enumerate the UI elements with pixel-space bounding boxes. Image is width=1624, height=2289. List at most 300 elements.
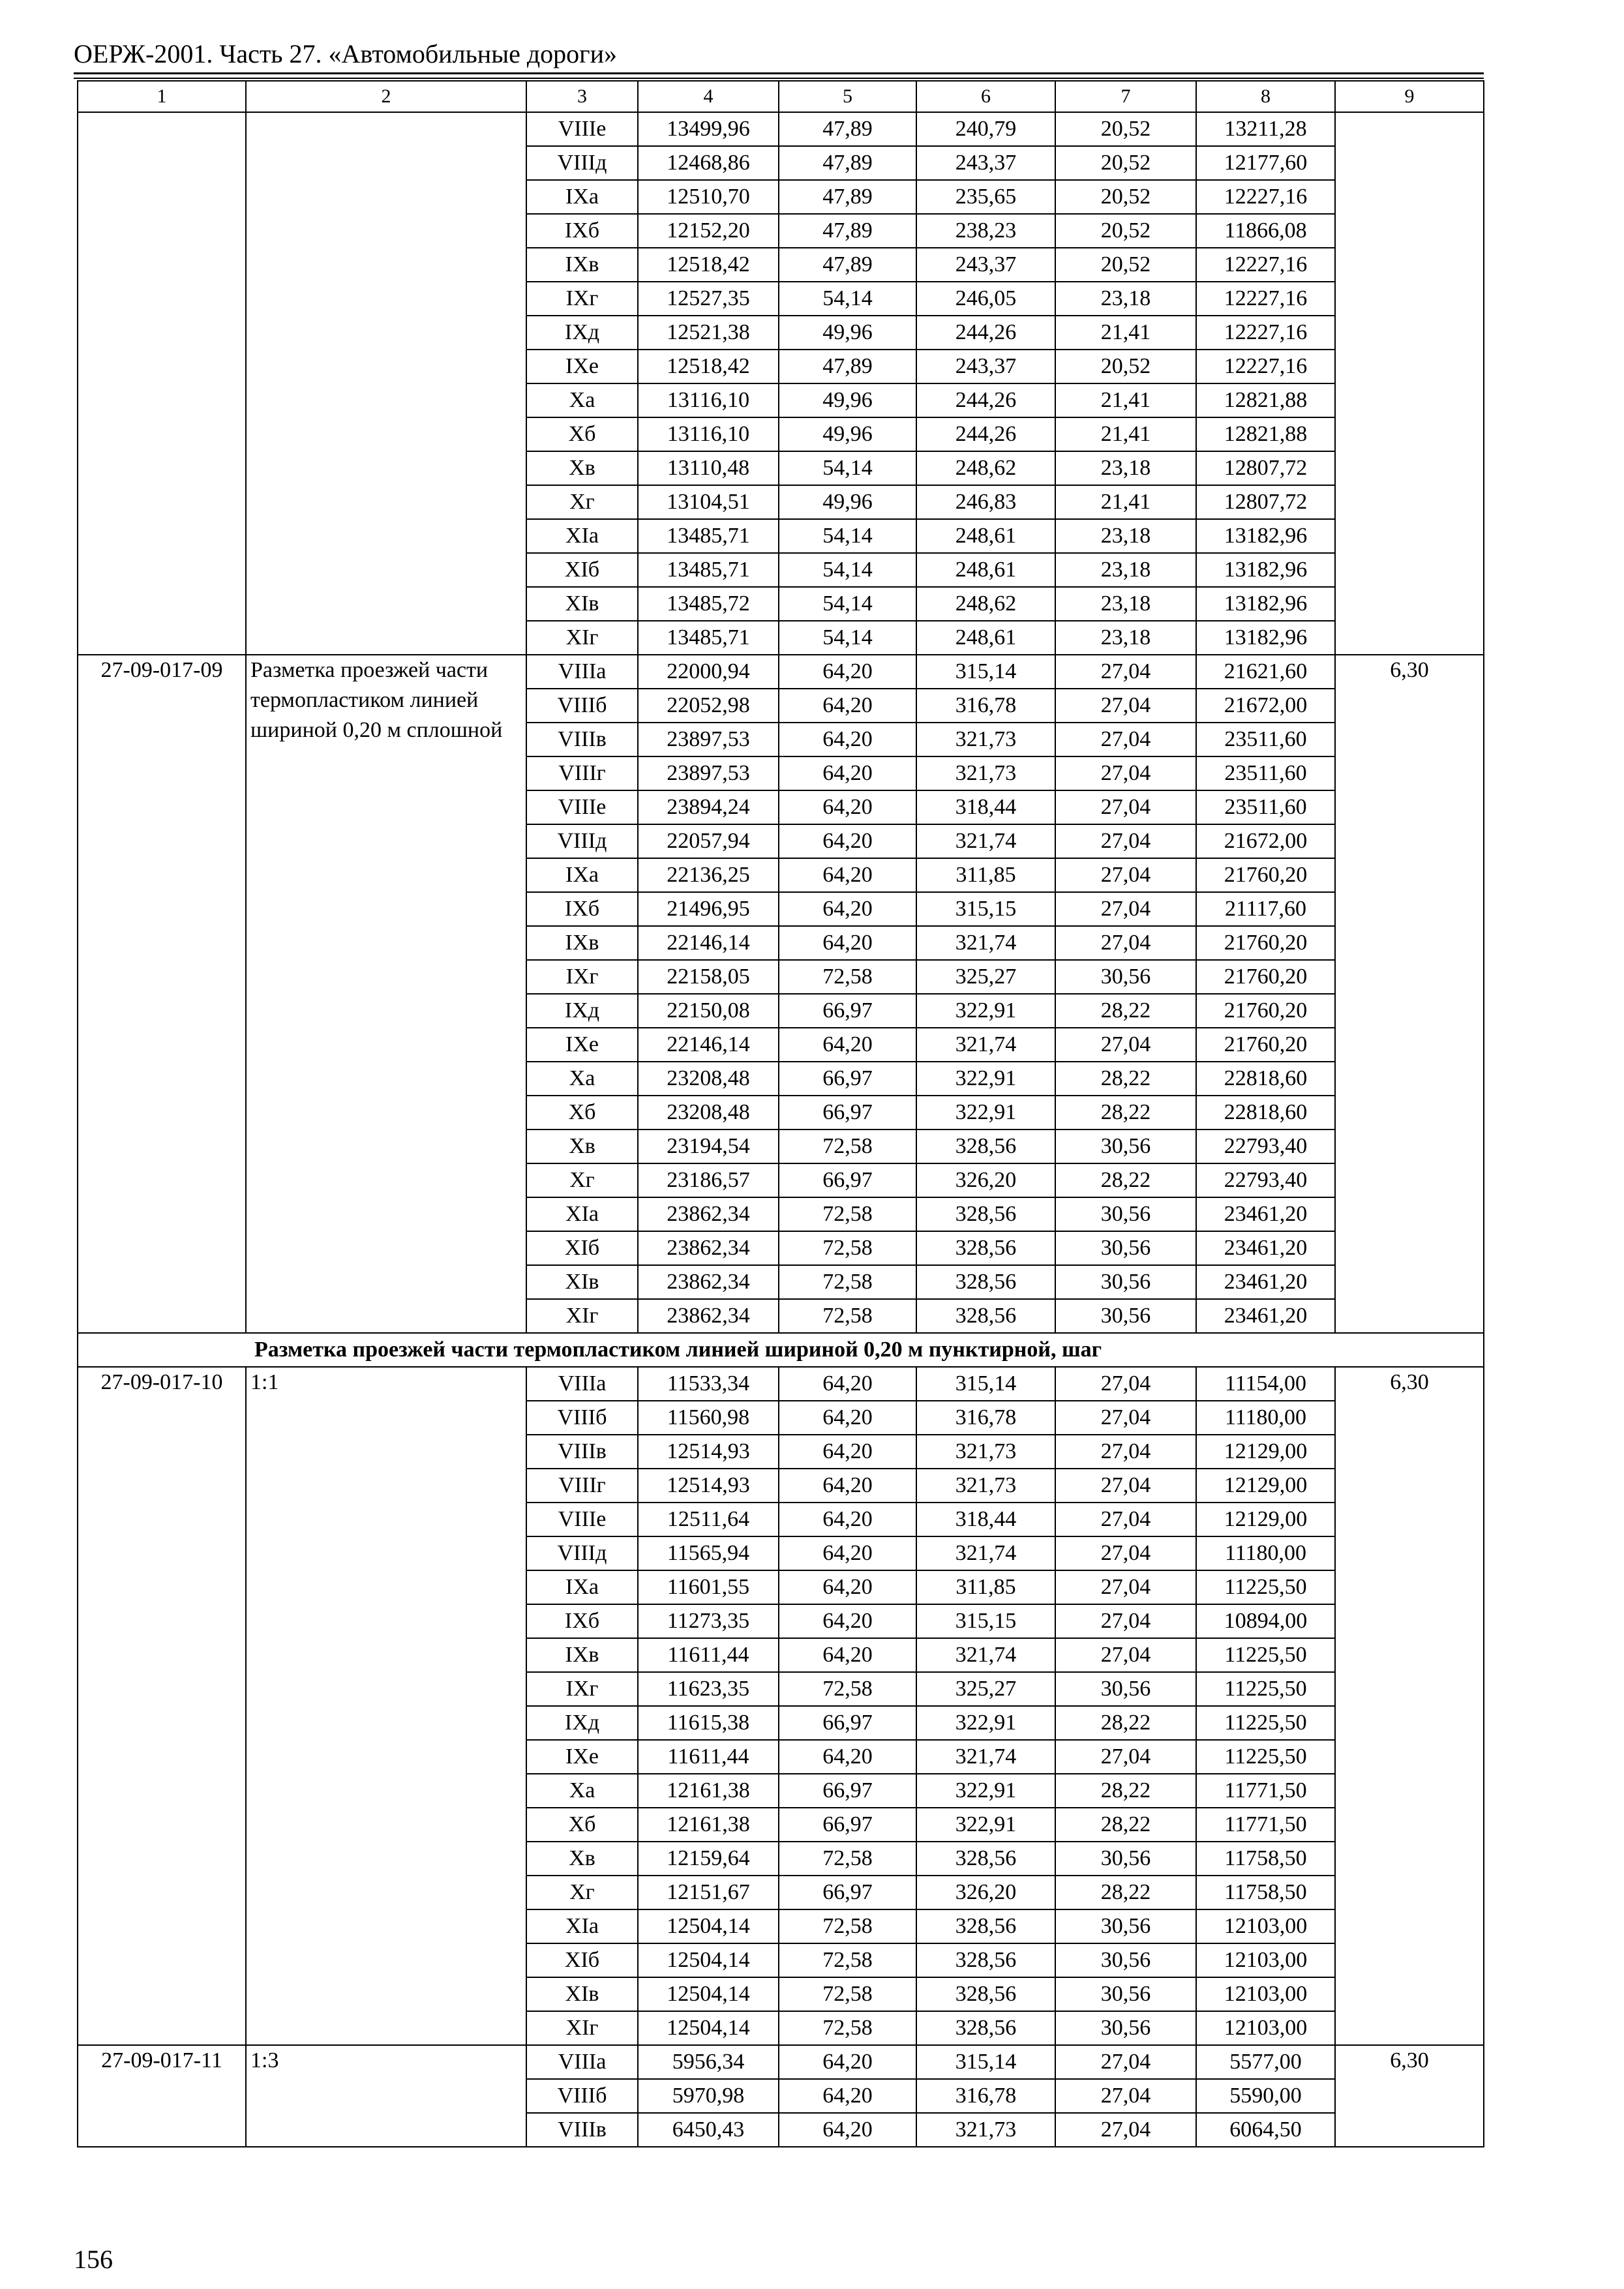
column-number-row [78, 81, 1484, 112]
value-col8: 12177,60 [1196, 146, 1335, 180]
value-col7: 28,22 [1055, 1062, 1196, 1096]
value-col6: 321,74 [916, 1536, 1055, 1570]
page-number: 156 [74, 2245, 113, 2274]
category-cell: XIб [526, 553, 638, 587]
category-cell: Xб [526, 1096, 638, 1130]
value-col7: 27,04 [1055, 1367, 1196, 1401]
value-col7: 27,04 [1055, 1469, 1196, 1503]
norm-cell: 6,30 [1335, 1367, 1484, 2045]
value-col7: 30,56 [1055, 1197, 1196, 1231]
category-cell: Xб [526, 1808, 638, 1842]
value-col5: 47,89 [779, 146, 916, 180]
value-col4: 12504,14 [638, 1977, 779, 2011]
value-col4: 13499,96 [638, 112, 779, 146]
category-cell: VIIIа [526, 2045, 638, 2079]
value-col7: 27,04 [1055, 1536, 1196, 1570]
value-col4: 22146,14 [638, 1028, 779, 1062]
value-col5: 47,89 [779, 350, 916, 383]
category-cell: Xа [526, 1774, 638, 1808]
table-body [78, 81, 1484, 2147]
value-col8: 11758,50 [1196, 1876, 1335, 1909]
value-col5: 64,20 [779, 1604, 916, 1638]
value-col4: 11601,55 [638, 1570, 779, 1604]
value-col5: 64,20 [779, 1503, 916, 1536]
value-col4: 23894,24 [638, 790, 779, 824]
value-col4: 12518,42 [638, 350, 779, 383]
value-col6: 326,20 [916, 1163, 1055, 1197]
value-col5: 49,96 [779, 417, 916, 451]
category-cell: VIIIв [526, 723, 638, 756]
value-col6: 244,26 [916, 383, 1055, 417]
value-col8: 11225,50 [1196, 1570, 1335, 1604]
value-col8: 22818,60 [1196, 1062, 1335, 1096]
value-col4: 11623,35 [638, 1672, 779, 1706]
value-col7: 28,22 [1055, 1163, 1196, 1197]
value-col4: 21496,95 [638, 892, 779, 926]
value-col6: 248,61 [916, 621, 1055, 655]
category-cell: XIб [526, 1943, 638, 1977]
category-cell: XIа [526, 519, 638, 553]
value-col8: 11180,00 [1196, 1536, 1335, 1570]
value-col6: 318,44 [916, 790, 1055, 824]
value-col5: 54,14 [779, 553, 916, 587]
value-col6: 315,14 [916, 1367, 1055, 1401]
value-col8: 23461,20 [1196, 1231, 1335, 1265]
category-cell: VIIIб [526, 1401, 638, 1435]
value-col7: 27,04 [1055, 689, 1196, 723]
value-col6: 244,26 [916, 417, 1055, 451]
value-col6: 316,78 [916, 2079, 1055, 2113]
value-col8: 10894,00 [1196, 1604, 1335, 1638]
category-cell: Xг [526, 1876, 638, 1909]
value-col6: 328,56 [916, 2011, 1055, 2045]
value-col8: 13182,96 [1196, 553, 1335, 587]
value-col5: 54,14 [779, 587, 916, 621]
value-col7: 20,52 [1055, 248, 1196, 282]
value-col5: 64,20 [779, 655, 916, 689]
category-cell: IXв [526, 926, 638, 960]
value-col6: 328,56 [916, 1299, 1055, 1333]
category-cell: IXд [526, 994, 638, 1028]
category-cell: XIв [526, 1977, 638, 2011]
value-col4: 12161,38 [638, 1808, 779, 1842]
value-col8: 22793,40 [1196, 1130, 1335, 1163]
value-col6: 325,27 [916, 1672, 1055, 1706]
value-col5: 64,20 [779, 1638, 916, 1672]
category-cell: IXа [526, 858, 638, 892]
value-col6: 328,56 [916, 1130, 1055, 1163]
value-col4: 13485,71 [638, 621, 779, 655]
value-col7: 23,18 [1055, 519, 1196, 553]
value-col4: 13110,48 [638, 451, 779, 485]
category-cell: Xв [526, 1130, 638, 1163]
norm-cell-empty [1335, 112, 1484, 655]
value-col4: 23862,34 [638, 1299, 779, 1333]
value-col8: 12227,16 [1196, 282, 1335, 316]
value-col8: 12129,00 [1196, 1503, 1335, 1536]
value-col8: 13182,96 [1196, 519, 1335, 553]
value-col4: 23186,57 [638, 1163, 779, 1197]
column-number: 6 [916, 81, 1055, 112]
value-col7: 30,56 [1055, 2011, 1196, 2045]
value-col5: 66,97 [779, 1876, 916, 1909]
value-col8: 23511,60 [1196, 723, 1335, 756]
value-col4: 5956,34 [638, 2045, 779, 2079]
value-col5: 72,58 [779, 1943, 916, 1977]
value-col7: 20,52 [1055, 180, 1196, 214]
value-col4: 12510,70 [638, 180, 779, 214]
category-cell: IXг [526, 1672, 638, 1706]
value-col7: 30,56 [1055, 1909, 1196, 1943]
value-col6: 315,14 [916, 655, 1055, 689]
value-col8: 23511,60 [1196, 756, 1335, 790]
value-col7: 27,04 [1055, 1570, 1196, 1604]
value-col4: 12518,42 [638, 248, 779, 282]
value-col4: 22158,05 [638, 960, 779, 994]
value-col4: 23897,53 [638, 756, 779, 790]
value-col7: 23,18 [1055, 282, 1196, 316]
value-col8: 13211,28 [1196, 112, 1335, 146]
value-col6: 316,78 [916, 689, 1055, 723]
value-col7: 30,56 [1055, 1842, 1196, 1876]
value-col5: 64,20 [779, 2113, 916, 2147]
value-col8: 11771,50 [1196, 1774, 1335, 1808]
category-cell: Xг [526, 1163, 638, 1197]
value-col5: 64,20 [779, 790, 916, 824]
code-cell-empty [78, 112, 246, 655]
value-col8: 12103,00 [1196, 1977, 1335, 2011]
value-col6: 238,23 [916, 214, 1055, 248]
category-cell: VIIIе [526, 790, 638, 824]
value-col8: 11154,00 [1196, 1367, 1335, 1401]
value-col5: 66,97 [779, 1774, 916, 1808]
value-col5: 49,96 [779, 485, 916, 519]
category-cell: XIа [526, 1197, 638, 1231]
value-col5: 64,20 [779, 1435, 916, 1469]
value-col8: 12103,00 [1196, 2011, 1335, 2045]
value-col5: 66,97 [779, 1706, 916, 1740]
category-cell: IXб [526, 214, 638, 248]
code-cell: 27-09-017-11 [78, 2045, 246, 2147]
value-col7: 27,04 [1055, 926, 1196, 960]
value-col7: 21,41 [1055, 417, 1196, 451]
column-number: 8 [1196, 81, 1335, 112]
category-cell: VIIIе [526, 112, 638, 146]
category-cell: VIIIб [526, 2079, 638, 2113]
value-col6: 315,15 [916, 892, 1055, 926]
category-cell: IXе [526, 350, 638, 383]
value-col8: 23461,20 [1196, 1299, 1335, 1333]
value-col5: 64,20 [779, 1570, 916, 1604]
category-cell: IXв [526, 1638, 638, 1672]
value-col6: 326,20 [916, 1876, 1055, 1909]
value-col5: 66,97 [779, 1808, 916, 1842]
value-col7: 28,22 [1055, 1876, 1196, 1909]
value-col7: 27,04 [1055, 1401, 1196, 1435]
value-col8: 12227,16 [1196, 248, 1335, 282]
value-col7: 27,04 [1055, 790, 1196, 824]
value-col7: 27,04 [1055, 1740, 1196, 1774]
value-col7: 27,04 [1055, 1638, 1196, 1672]
value-col5: 72,58 [779, 2011, 916, 2045]
description-cell: 1:3 [246, 2045, 526, 2147]
value-col7: 27,04 [1055, 2113, 1196, 2147]
value-col7: 21,41 [1055, 383, 1196, 417]
value-col7: 30,56 [1055, 1943, 1196, 1977]
header-rule-thin [74, 78, 1484, 79]
page-header: ОЕРЖ-2001. Часть 27. «Автомобильные дороги» [74, 39, 617, 68]
value-col4: 12161,38 [638, 1774, 779, 1808]
value-col4: 22057,94 [638, 824, 779, 858]
value-col5: 64,20 [779, 1536, 916, 1570]
value-col6: 328,56 [916, 1231, 1055, 1265]
category-cell: Xа [526, 1062, 638, 1096]
value-col8: 12807,72 [1196, 451, 1335, 485]
value-col8: 12129,00 [1196, 1435, 1335, 1469]
description-cell: Разметка проезжей части термопластиком линией шириной 0,20 м сплошной [246, 655, 526, 1333]
category-cell: XIб [526, 1231, 638, 1265]
value-col6: 321,73 [916, 723, 1055, 756]
value-col4: 5970,98 [638, 2079, 779, 2113]
value-col7: 27,04 [1055, 1604, 1196, 1638]
value-col6: 235,65 [916, 180, 1055, 214]
value-col6: 321,73 [916, 2113, 1055, 2147]
value-col5: 72,58 [779, 1842, 916, 1876]
value-col7: 30,56 [1055, 960, 1196, 994]
value-col4: 23862,34 [638, 1197, 779, 1231]
value-col5: 54,14 [779, 519, 916, 553]
category-cell: VIIIг [526, 756, 638, 790]
category-cell: Xа [526, 383, 638, 417]
category-cell: XIв [526, 587, 638, 621]
column-number: 1 [78, 81, 246, 112]
value-col6: 248,62 [916, 451, 1055, 485]
price-table [77, 80, 1484, 2147]
value-col7: 27,04 [1055, 1435, 1196, 1469]
value-col7: 20,52 [1055, 214, 1196, 248]
value-col6: 322,91 [916, 1808, 1055, 1842]
value-col7: 30,56 [1055, 1977, 1196, 2011]
value-col7: 21,41 [1055, 485, 1196, 519]
value-col7: 28,22 [1055, 1706, 1196, 1740]
category-cell: IXв [526, 248, 638, 282]
value-col4: 13116,10 [638, 383, 779, 417]
value-col4: 23897,53 [638, 723, 779, 756]
value-col7: 21,41 [1055, 316, 1196, 350]
code-cell: 27-09-017-10 [78, 1367, 246, 2045]
column-number: 5 [779, 81, 916, 112]
category-cell: VIIIе [526, 1503, 638, 1536]
value-col7: 23,18 [1055, 621, 1196, 655]
value-col4: 12511,64 [638, 1503, 779, 1536]
value-col6: 248,61 [916, 553, 1055, 587]
value-col6: 322,91 [916, 1062, 1055, 1096]
value-col6: 246,05 [916, 282, 1055, 316]
value-col6: 321,74 [916, 1740, 1055, 1774]
value-col7: 30,56 [1055, 1672, 1196, 1706]
value-col4: 23208,48 [638, 1096, 779, 1130]
value-col6: 328,56 [916, 1197, 1055, 1231]
value-col6: 325,27 [916, 960, 1055, 994]
value-col7: 27,04 [1055, 655, 1196, 689]
value-col4: 11611,44 [638, 1740, 779, 1774]
value-col6: 321,74 [916, 1638, 1055, 1672]
value-col8: 22818,60 [1196, 1096, 1335, 1130]
value-col8: 23461,20 [1196, 1197, 1335, 1231]
description-cell: 1:1 [246, 1367, 526, 2045]
value-col4: 22136,25 [638, 858, 779, 892]
value-col5: 64,20 [779, 926, 916, 960]
value-col4: 13485,72 [638, 587, 779, 621]
value-col8: 13182,96 [1196, 587, 1335, 621]
value-col7: 27,04 [1055, 1503, 1196, 1536]
value-col7: 28,22 [1055, 1808, 1196, 1842]
value-col5: 72,58 [779, 1977, 916, 2011]
value-col5: 66,97 [779, 1163, 916, 1197]
category-cell: IXд [526, 1706, 638, 1740]
column-number: 3 [526, 81, 638, 112]
value-col6: 311,85 [916, 858, 1055, 892]
value-col6: 240,79 [916, 112, 1055, 146]
category-cell: VIIIд [526, 146, 638, 180]
category-cell: Xг [526, 485, 638, 519]
value-col7: 28,22 [1055, 1096, 1196, 1130]
value-col7: 20,52 [1055, 146, 1196, 180]
column-number: 2 [246, 81, 526, 112]
value-col5: 64,20 [779, 824, 916, 858]
value-col7: 27,04 [1055, 2045, 1196, 2079]
value-col4: 12159,64 [638, 1842, 779, 1876]
value-col6: 243,37 [916, 350, 1055, 383]
value-col8: 23511,60 [1196, 790, 1335, 824]
value-col8: 21760,20 [1196, 1028, 1335, 1062]
value-col6: 328,56 [916, 1265, 1055, 1299]
value-col6: 328,56 [916, 1842, 1055, 1876]
category-cell: IXа [526, 1570, 638, 1604]
value-col8: 11225,50 [1196, 1672, 1335, 1706]
desc-cell-empty [246, 112, 526, 655]
value-col8: 11225,50 [1196, 1706, 1335, 1740]
value-col4: 23194,54 [638, 1130, 779, 1163]
value-col7: 23,18 [1055, 451, 1196, 485]
value-col7: 27,04 [1055, 2079, 1196, 2113]
value-col4: 12514,93 [638, 1469, 779, 1503]
value-col6: 321,73 [916, 1469, 1055, 1503]
table-row [78, 112, 1484, 146]
value-col8: 11225,50 [1196, 1638, 1335, 1672]
value-col4: 11273,35 [638, 1604, 779, 1638]
value-col6: 243,37 [916, 146, 1055, 180]
value-col5: 64,20 [779, 756, 916, 790]
value-col5: 54,14 [779, 451, 916, 485]
category-cell: IXе [526, 1740, 638, 1774]
value-col4: 12514,93 [638, 1435, 779, 1469]
category-cell: XIв [526, 1265, 638, 1299]
category-cell: VIIIа [526, 655, 638, 689]
value-col6: 328,56 [916, 1943, 1055, 1977]
value-col4: 13485,71 [638, 519, 779, 553]
norm-cell: 6,30 [1335, 655, 1484, 1333]
value-col7: 27,04 [1055, 756, 1196, 790]
category-cell: VIIIд [526, 1536, 638, 1570]
value-col4: 23862,34 [638, 1231, 779, 1265]
value-col7: 20,52 [1055, 112, 1196, 146]
category-cell: Xб [526, 417, 638, 451]
category-cell: VIIIг [526, 1469, 638, 1503]
value-col5: 72,58 [779, 1265, 916, 1299]
value-col4: 13485,71 [638, 553, 779, 587]
value-col6: 316,78 [916, 1401, 1055, 1435]
value-col8: 21760,20 [1196, 926, 1335, 960]
value-col4: 11533,34 [638, 1367, 779, 1401]
value-col8: 22793,40 [1196, 1163, 1335, 1197]
value-col7: 27,04 [1055, 1028, 1196, 1062]
value-col4: 11565,94 [638, 1536, 779, 1570]
value-col5: 64,20 [779, 1401, 916, 1435]
value-col6: 321,73 [916, 756, 1055, 790]
value-col5: 72,58 [779, 1231, 916, 1265]
value-col6: 315,14 [916, 2045, 1055, 2079]
value-col5: 64,20 [779, 858, 916, 892]
value-col8: 21672,00 [1196, 824, 1335, 858]
category-cell: VIIIа [526, 1367, 638, 1401]
category-cell: IXб [526, 892, 638, 926]
value-col4: 12152,20 [638, 214, 779, 248]
value-col5: 54,14 [779, 621, 916, 655]
value-col4: 12504,14 [638, 1909, 779, 1943]
value-col4: 12504,14 [638, 2011, 779, 2045]
value-col5: 64,20 [779, 1469, 916, 1503]
category-cell: IXд [526, 316, 638, 350]
value-col4: 12468,86 [638, 146, 779, 180]
value-col8: 12821,88 [1196, 417, 1335, 451]
header-rule [74, 72, 1484, 74]
value-col8: 12129,00 [1196, 1469, 1335, 1503]
value-col5: 49,96 [779, 383, 916, 417]
value-col4: 11611,44 [638, 1638, 779, 1672]
value-col4: 11560,98 [638, 1401, 779, 1435]
value-col8: 11866,08 [1196, 214, 1335, 248]
value-col8: 5590,00 [1196, 2079, 1335, 2113]
value-col6: 322,91 [916, 994, 1055, 1028]
category-cell: XIг [526, 2011, 638, 2045]
value-col5: 64,20 [779, 2079, 916, 2113]
value-col4: 22146,14 [638, 926, 779, 960]
value-col7: 30,56 [1055, 1265, 1196, 1299]
value-col5: 47,89 [779, 248, 916, 282]
value-col8: 21760,20 [1196, 994, 1335, 1028]
value-col6: 321,74 [916, 824, 1055, 858]
value-col8: 13182,96 [1196, 621, 1335, 655]
value-col5: 66,97 [779, 1062, 916, 1096]
table-row [78, 1367, 1484, 1401]
value-col8: 12227,16 [1196, 350, 1335, 383]
value-col6: 321,74 [916, 1028, 1055, 1062]
value-col5: 66,97 [779, 1096, 916, 1130]
category-cell: XIа [526, 1909, 638, 1943]
value-col5: 72,58 [779, 1299, 916, 1333]
value-col7: 30,56 [1055, 1130, 1196, 1163]
category-cell: XIг [526, 621, 638, 655]
value-col7: 20,52 [1055, 350, 1196, 383]
value-col7: 23,18 [1055, 553, 1196, 587]
value-col8: 12821,88 [1196, 383, 1335, 417]
code-cell: 27-09-017-09 [78, 655, 246, 1333]
value-col6: 321,74 [916, 926, 1055, 960]
value-col5: 47,89 [779, 112, 916, 146]
value-col5: 49,96 [779, 316, 916, 350]
value-col5: 47,89 [779, 180, 916, 214]
